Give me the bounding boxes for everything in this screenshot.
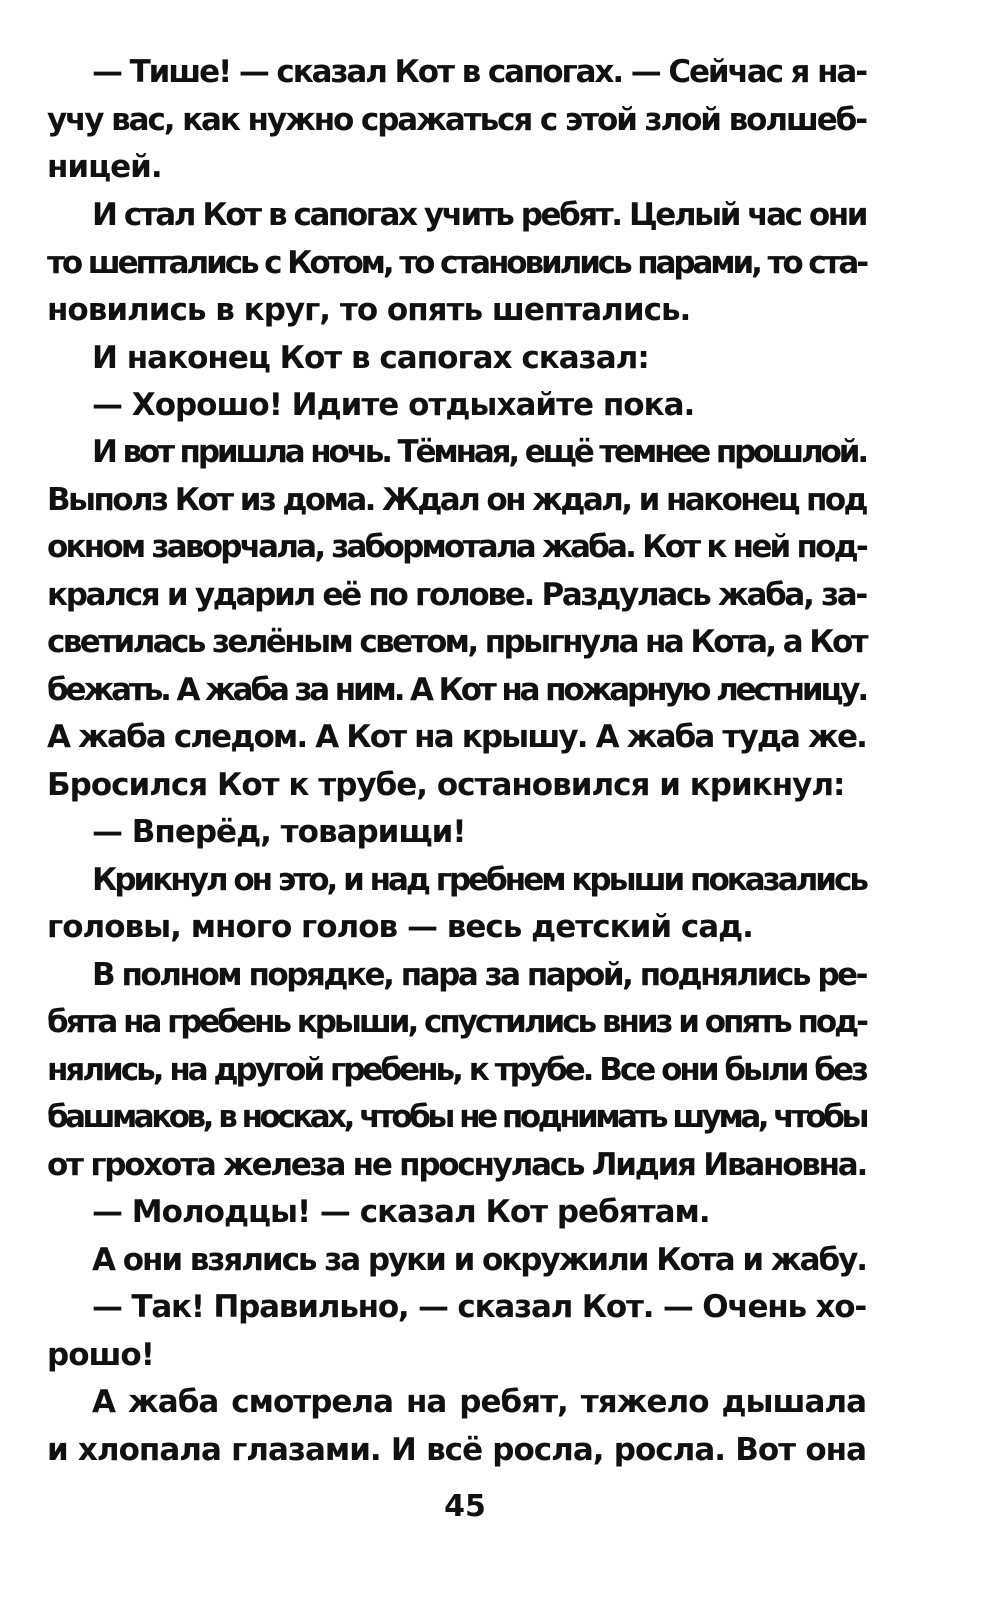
text-line: ницей.	[47, 149, 162, 185]
text-line: то шептались с Котом, то становились парами, то ста-	[47, 245, 867, 281]
text-line: — Так! Правильно, — сказал Кот. — Очень хо-	[92, 1289, 866, 1325]
text-line: А жаба смотрела на ребят, тяжело дышала	[92, 1384, 866, 1420]
text-line: нялись, на другой гребень, к трубе. Все они были без	[47, 1052, 867, 1088]
text-line: И вот пришла ночь. Тёмная, ещё темнее прошлой.	[92, 434, 867, 470]
text-line: и хлопала глазами. И всё росла, росла. Вот она	[47, 1432, 866, 1468]
text-line: И наконец Кот в сапогах сказал:	[92, 340, 649, 376]
text-line: светилась зелёным светом, прыгнула на Кота, а Кот	[47, 624, 867, 660]
text-line: головы, много голов — весь детский сад.	[47, 909, 753, 945]
text-line: Выполз Кот из дома. Ждал он ждал, и наконец под	[47, 482, 867, 518]
text-line: — Молодцы! — сказал Кот ребятам.	[92, 1194, 710, 1230]
page-number: 45	[444, 1489, 486, 1524]
text-line: А они взялись за руки и окружили Кота и жабу.	[92, 1242, 867, 1278]
text-line: новились в круг, то опять шептались.	[47, 292, 691, 328]
text-line: бята на гребень крыши, спустились вниз и опять под-	[47, 1004, 867, 1040]
text-line: Бросился Кот к трубе, остановился и крикнул:	[47, 767, 845, 803]
text-line: В полном порядке, пара за парой, поднялись ре-	[92, 957, 867, 993]
text-line: башмаков, в носках, чтобы не поднимать шума, чтобы	[47, 1099, 867, 1135]
text-line: рошо!	[47, 1337, 154, 1373]
text-line: от грохота железа не проснулась Лидия Ивановна.	[47, 1147, 867, 1183]
text-line: — Хорошо! Идите отдыхайте пока.	[92, 387, 695, 423]
text-line: окном заворчала, забормотала жаба. Кот к ней под-	[47, 529, 867, 565]
text-line: — Тише! — сказал Кот в сапогах. — Сейчас я на-	[92, 54, 867, 90]
text-line: — Вперёд, товарищи!	[92, 814, 466, 850]
text-line: Крикнул он это, и над гребнем крыши показались	[92, 862, 867, 898]
text-line: И стал Кот в сапогах учить ребят. Целый час они	[92, 197, 867, 233]
text-line: учу вас, как нужно сражаться с этой злой волшеб-	[47, 102, 867, 138]
text-line: бежать. А жаба за ним. А Кот на пожарную лестницу.	[47, 672, 866, 708]
text-line: А жаба следом. А Кот на крышу. А жаба туда же.	[47, 719, 866, 755]
text-line: крался и ударил её по голове. Раздулась жаба, за-	[47, 577, 867, 613]
